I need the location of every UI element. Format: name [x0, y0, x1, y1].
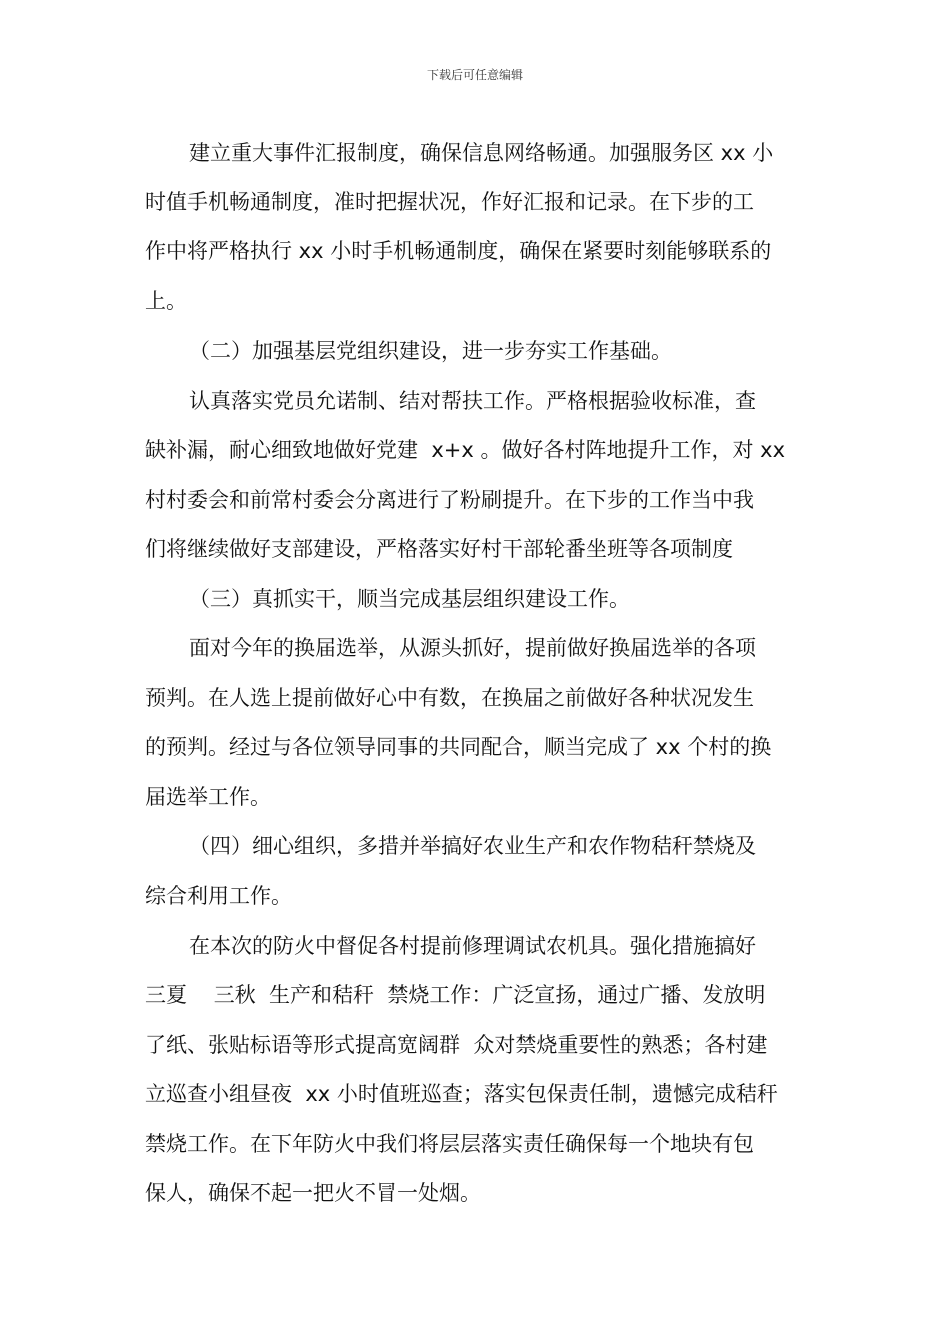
text-line: 认真落实党员允诺制、结对帮扶工作。严格根据验收标准，查	[189, 389, 756, 413]
text-line: 缺补漏，耐心细致地做好党建 x+x 。做好各村阵地提升工作，对 xx	[145, 438, 786, 462]
section-heading: （三）真抓实干，顺当完成基层组织建设工作。	[189, 587, 630, 611]
page-header: 下载后可任意编辑	[426, 68, 523, 82]
text-line: 了纸、张贴标语等形式提高宽阔群 众对禁烧重要性的熟悉；各村建	[145, 1033, 768, 1057]
text-line: 时值手机畅通制度，准时把握状况，作好汇报和记录。在下步的工	[145, 190, 754, 214]
section-heading: （四）细心组织，多措并举搞好农业生产和农作物秸秆禁烧及	[189, 834, 756, 858]
text-line: 禁烧工作。在下年防火中我们将层层落实责任确保每一个地块有包	[145, 1132, 754, 1156]
text-line: 们将继续做好支部建设，严格落实好村干部轮番坐班等各项制度	[145, 537, 733, 561]
text-line: 建立重大事件汇报制度，确保信息网络畅通。加强服务区 xx 小	[189, 141, 774, 165]
text-line: 预判。在人选上提前做好心中有数，在换届之前做好各种状况发生	[145, 686, 754, 710]
text-line: 的预判。经过与各位领导同事的共同配合，顺当完成了 xx 个村的换	[145, 735, 772, 759]
text-line: 作中将严格执行 xx 小时手机畅通制度，确保在紧要时刻能够联系的	[145, 239, 772, 263]
text-line: 面对今年的换届选举，从源头抓好，提前做好换届选举的各项	[189, 636, 756, 660]
text-line: 村村委会和前常村委会分离进行了粉刷提升。在下步的工作当中我	[145, 488, 754, 512]
text-line: 届选举工作。	[145, 785, 271, 809]
text-line: 上。	[145, 289, 187, 313]
text-line: 保人，确保不起一把火不冒一处烟。	[145, 1181, 481, 1205]
text-line: 综合利用工作。	[145, 884, 292, 908]
section-heading: （二）加强基层党组织建设，进一步夯实工作基础。	[189, 339, 672, 363]
text-line: 三夏 三秋 生产和秸秆 禁烧工作：广泛宣扬，通过广播、发放明	[145, 983, 766, 1007]
text-line: 立巡查小组昼夜 xx 小时值班巡查；落实包保责任制，遗憾完成秸秆	[145, 1082, 778, 1106]
text-line: 在本次的防火中督促各村提前修理调试农机具。强化措施搞好	[189, 934, 756, 958]
